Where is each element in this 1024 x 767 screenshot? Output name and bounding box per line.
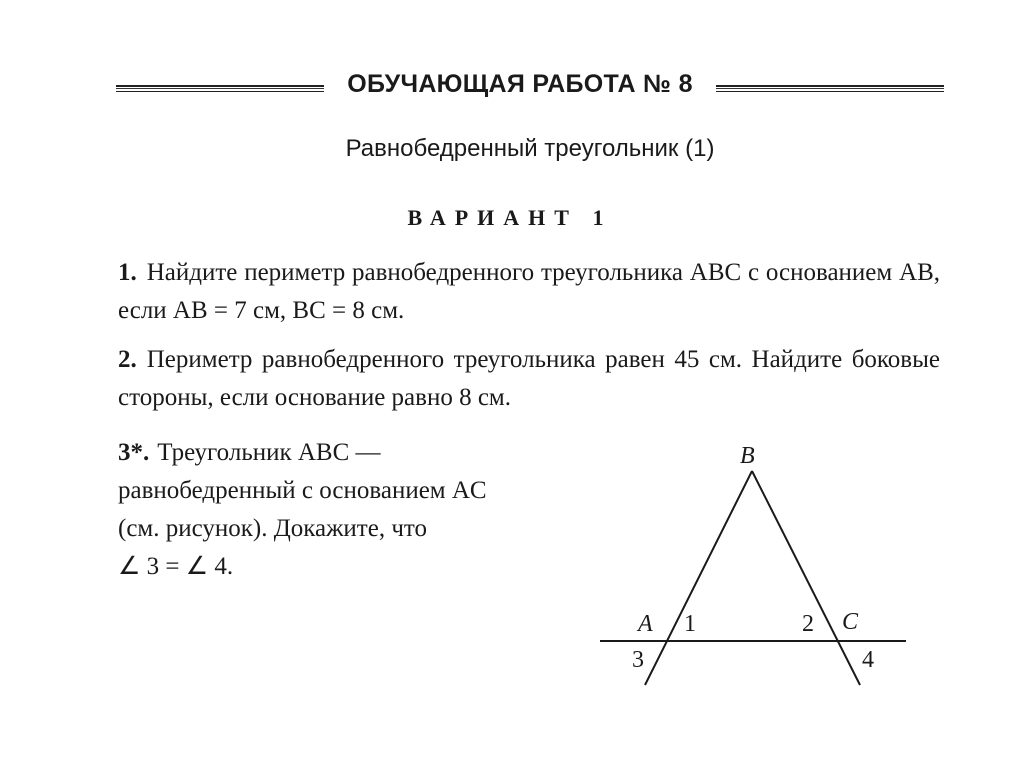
problem-2-number: 2. bbox=[118, 346, 137, 373]
problem-2-text: Периметр равнобедренного треугольника равен 45 см. Найдите боковые стороны, если основание равно 8 см. bbox=[118, 346, 940, 411]
problem-1-text: Найдите периметр равнобедренного треугольника ABC с основанием AB, если AB = 7 см, BC = 8 см. bbox=[118, 259, 940, 324]
angle-3-label: 3 bbox=[632, 647, 644, 673]
triangle-figure bbox=[590, 435, 920, 695]
problem-3 bbox=[118, 434, 568, 586]
vertex-b-label: B bbox=[740, 443, 755, 469]
vertex-a-label: A bbox=[638, 611, 653, 637]
problem-2 bbox=[118, 341, 940, 417]
problem-1 bbox=[118, 254, 940, 330]
worksheet-subtitle: Равнобедренный треугольник (1) bbox=[345, 135, 715, 162]
angle-4-label: 4 bbox=[862, 647, 874, 673]
problem-3-line-3: (см. рисунок). Докажите, что bbox=[118, 515, 427, 542]
worksheet-title: ОБУЧАЮЩАЯ РАБОТА № 8 bbox=[347, 70, 693, 98]
problem-1-number: 1. bbox=[118, 259, 137, 286]
side-bc-line bbox=[752, 471, 860, 685]
variant-label: ВАРИАНТ 1 bbox=[407, 205, 613, 230]
angle-1-label: 1 bbox=[684, 611, 696, 637]
problem-3-text-1: Треугольник ABC — bbox=[157, 439, 381, 466]
problem-3-number: 3*. bbox=[118, 439, 150, 466]
header-rule-right bbox=[716, 85, 944, 92]
vertex-c-label: C bbox=[842, 609, 859, 635]
problem-3-line-2: равнобедренный с основанием AC bbox=[118, 477, 487, 504]
angle-2-label: 2 bbox=[802, 611, 814, 637]
problem-3-line-1 bbox=[118, 434, 568, 472]
header-rule-left bbox=[116, 85, 324, 92]
problem-3-line-4: ∠ 3 = ∠ 4. bbox=[118, 553, 234, 580]
side-ab-line bbox=[645, 471, 752, 685]
